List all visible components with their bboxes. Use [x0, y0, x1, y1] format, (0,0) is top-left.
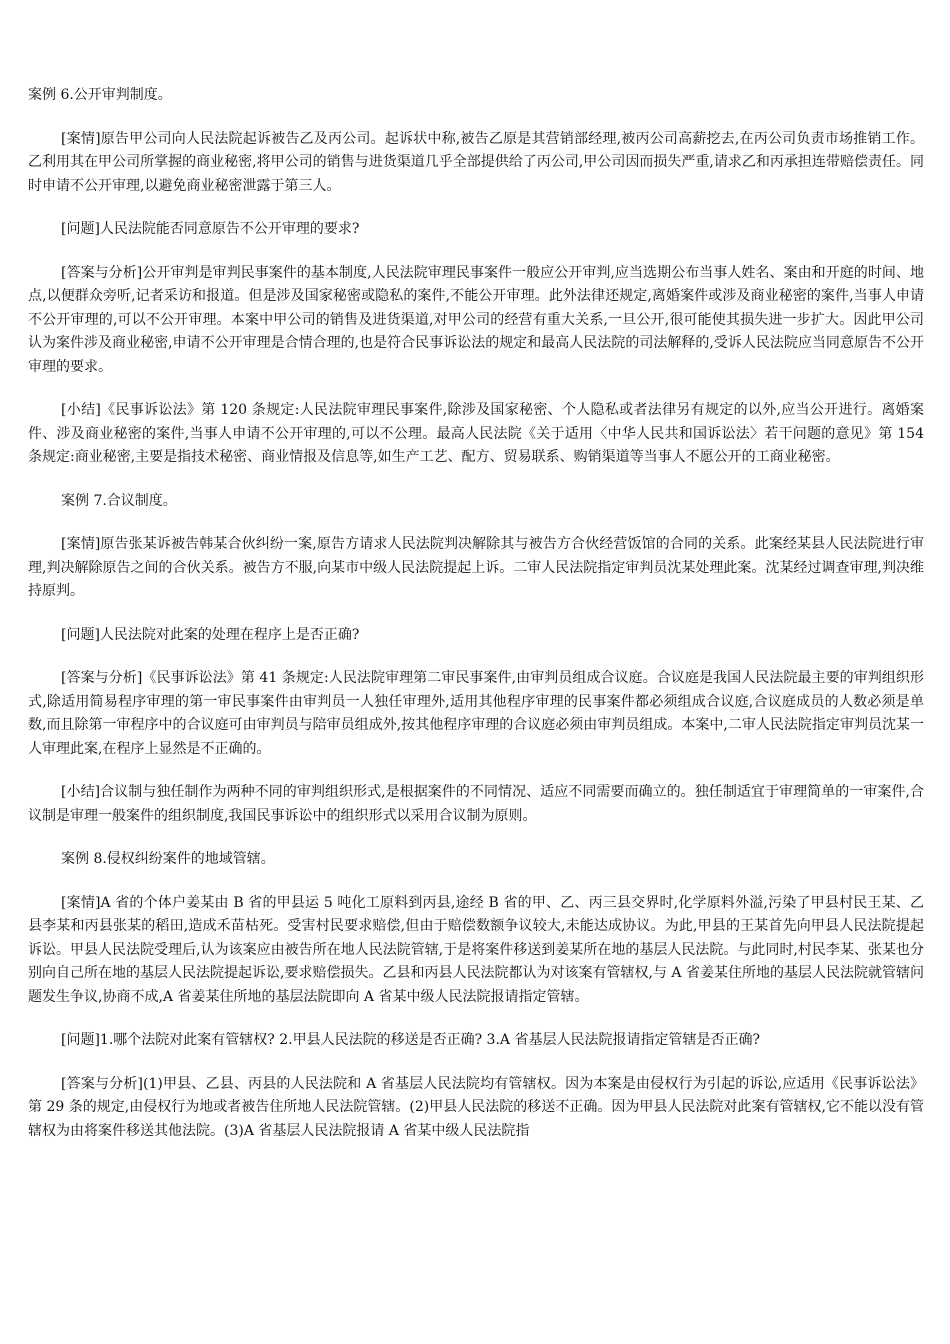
case-6-title: 案例 6.公开审判制度。 [28, 87, 172, 103]
case-8-question: [问题]1.哪个法院对此案有管辖权? 2.甲县人民法院的移送是否正确? 3.A 省基层人民法院报请指定管辖是否正确? [61, 1032, 760, 1048]
case-7-facts: [案情]原告张某诉被告韩某合伙纠纷一案,原告方请求人民法院判决解除其与被告方合伙经营饭馆的合同的关系。此案经某县人民法院进行审理,判决解除原告之间的合伙关系。被告方不服,向某市中级人民法院提起上诉。二审人民法院指定审判员沈某处理此案。沈某经过调查审理,判决维持原判。 [28, 536, 924, 599]
case-7-summary: [小结]合议制与独任制作为两种不同的审判组织形式,是根据案件的不同情况、适应不同需要而确立的。独任制适宜于审理简单的一审案件,合议制是审理一般案件的组织制度,我国民事诉讼中的组织形式以采用合议制为原则。 [28, 784, 924, 824]
case-7-title: 案例 7.合议制度。 [61, 492, 177, 509]
case-6-question: [问题]人民法院能否同意原告不公开审理的要求? [61, 221, 360, 237]
document-body [28, 84, 924, 1163]
case-8-facts: [案情]A 省的个体户姜某由 B 省的甲县运 5 吨化工原料到丙县,途经 B 省的甲、乙、丙三县交界时,化学原料外溢,污染了甲县村民王某、乙县李某和丙县张某的稻田,造成禾苗枯死。受害村民要求赔偿,但由于赔偿数额争议较大,未能达成协议。为此,甲县的王某首先向甲县人民法院提起诉讼。甲县人民法院受理后,认为该案应由被告所在地人民法院管辖,于是将案件移送到姜某所在地的基层人民法院。与此同时,村民李某、张某也分别向自己所在地的基层人民法院提起诉讼,要求赔偿损失。乙县和丙县人民法院都认为对该案有管辖权,与 A 省姜某住所地的基层人民法院就管辖问题发生争议,协商不成,A 省姜某住所地的基层法院即向 A 省某中级人民法院报请指定管辖。 [28, 894, 924, 1005]
case-7-answer: [答案与分析]《民事诉讼法》第 41 条规定:人民法院审理第二审民事案件,由审判员组成合议庭。合议庭是我国人民法院最主要的审判组织形式,除适用简易程序审理的第一审民事案件由审判员一人独任审理外,适用其他程序审理的民事案件都必须组成合议庭,合议庭成员的人数必须是单数,而且除第一审程序中的合议庭可由审判员与陪审员组成外,按其他程序审理的合议庭必须由审判员组成。本案中,二审人民法院指定审判员沈某一人审理此案,在程序上显然是不正确的。 [28, 670, 924, 757]
case-8-answer: [答案与分析](1)甲县、乙县、丙县的人民法院和 A 省基层人民法院均有管辖权。因为本案是由侵权行为引起的诉讼,应适用《民事诉讼法》第 29 条的规定,由侵权行为地或者被告住所地人民法院管辖。(2)甲县人民法院的移送不正确。因为甲县人民法院对此案有管辖权,它不能以没有管辖权为由将案件移送其他法院。(3)A 省基层人民法院报请 A 省某中级人民法院指 [28, 1075, 924, 1139]
case-6-facts: [案情]原告甲公司向人民法院起诉被告乙及丙公司。起诉状中称,被告乙原是其营销部经理,被丙公司高薪挖去,在丙公司负责市场推销工作。乙利用其在甲公司所掌握的商业秘密,将甲公司的销售与进货渠道几乎全部提供给了丙公司,甲公司因而损失严重,请求乙和丙承担连带赔偿责任。同时申请不公开审理,以避免商业秘密泄露于第三人。 [28, 130, 924, 194]
case-6-summary: [小结]《民事诉讼法》第 120 条规定:人民法院审理民事案件,除涉及国家秘密、个人隐私或者法律另有规定的以外,应当公开进行。离婚案件、涉及商业秘密的案件,当事人申请不公开审理的,可以不公理。最高人民法院《关于适用〈中华人民共和国诉讼法〉若干问题的意见》第 154 条规定:商业秘密,主要是指技术秘密、商业情报及信息等,如生产工艺、配方、贸易联系、购销渠道等当事人不愿公开的工商业秘密。 [28, 402, 924, 465]
case-7-question: [问题]人民法院对此案的处理在程序上是否正确? [61, 626, 360, 643]
case-8-title: 案例 8.侵权纠纷案件的地域管辖。 [61, 851, 275, 867]
case-6-answer: [答案与分析]公开审判是审判民事案件的基本制度,人民法院审理民事案件一般应公开审判,应当选期公布当事人姓名、案由和开庭的时间、地点,以便群众旁听,记者采访和报道。但是涉及国家秘密或隐私的案件,不能公开审理。此外法律还规定,离婚案件或涉及商业秘密的案件,当事人申请不公开审理的,可以不公开审理。本案中甲公司的销售及进货渠道,对甲公司的经营有重大关系,一旦公开,很可能使其损失进一步扩大。因此甲公司认为案件涉及商业秘密,申请不公开审理是合情合理的,也是符合民事诉讼法的规定和最高人民法院的司法解释的,受诉人民法院应当同意原告不公开审理的要求。 [28, 264, 924, 375]
